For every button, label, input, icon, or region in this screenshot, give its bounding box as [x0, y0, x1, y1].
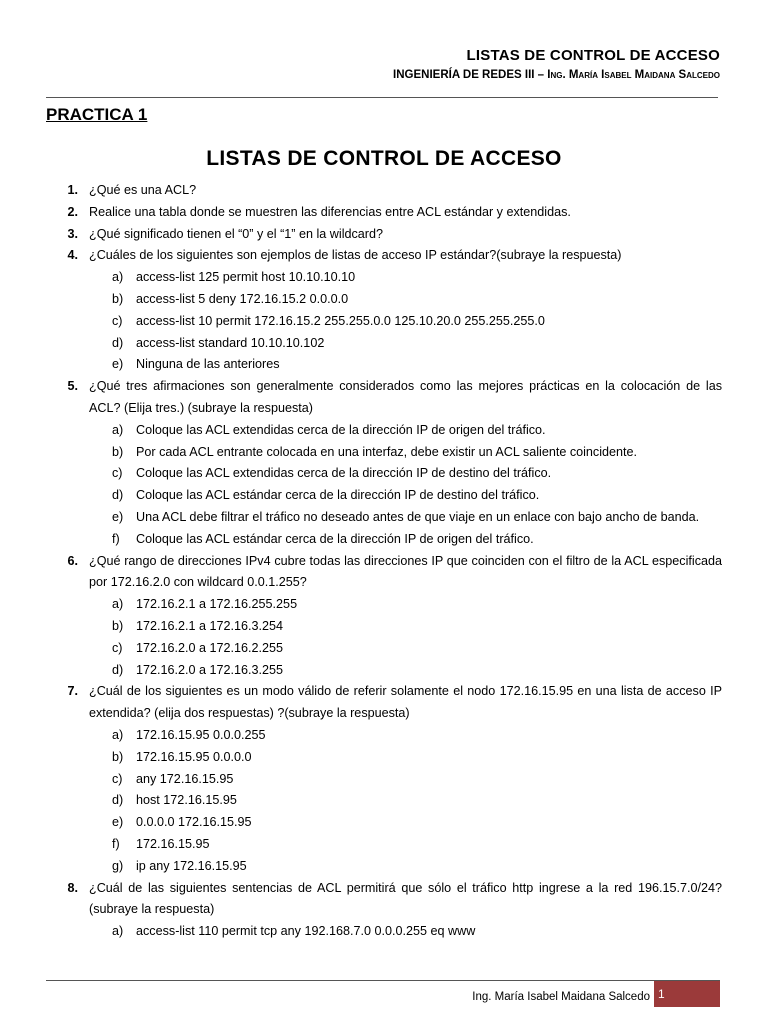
option-text: Coloque las ACL estándar cerca de la dirección IP de origen del tráfico. [136, 531, 534, 546]
option-text: Ninguna de las anteriores [136, 357, 280, 372]
answer-option [112, 442, 722, 464]
answer-options [112, 921, 722, 943]
question-item [46, 224, 722, 246]
option-text: access-list standard 10.10.10.102 [136, 335, 325, 350]
option-text: access-list 10 permit 172.16.15.2 255.255.0.0 125.10.20.0 255.255.255.0 [136, 313, 545, 328]
question-text: ¿Cuál de los siguientes es un modo válido de referir solamente el nodo 172.16.15.95 en una lista de acceso IP extendida? (elija dos respuestas) ?(subraye la respuesta) [89, 684, 722, 721]
option-letter: c) [112, 466, 123, 481]
footer-divider [46, 980, 720, 981]
answer-option [112, 420, 722, 442]
option-text: 172.16.15.95 0.0.0.0 [136, 749, 252, 764]
document-title: LISTAS DE CONTROL DE ACCESO [206, 147, 562, 170]
option-letter: c) [112, 640, 123, 655]
practice-label: PRACTICA 1 [46, 105, 148, 124]
footer-author: Ing. María Isabel Maidana Salcedo [472, 991, 650, 1003]
option-letter: a) [112, 597, 124, 612]
answer-option [112, 616, 722, 638]
answer-options [112, 594, 722, 681]
question-text: ¿Qué tres afirmaciones son generalmente considerados como las mejores prácticas en la colocación de las ACL? (Elija tres.) (subraye la respuesta) [89, 379, 722, 415]
option-letter: b) [112, 749, 124, 764]
option-letter: b) [112, 291, 124, 306]
option-letter: e) [112, 357, 124, 372]
answer-option [112, 267, 722, 289]
question-number: 7. [67, 684, 78, 699]
answer-options [112, 725, 722, 878]
option-letter: d) [112, 488, 124, 503]
question-item [46, 180, 722, 202]
question-text: Realice una tabla donde se muestren las diferencias entre ACL estándar y extendidas. [89, 204, 571, 219]
option-text: 0.0.0.0 172.16.15.95 [136, 815, 252, 830]
question-item [46, 878, 722, 922]
page-header [393, 46, 720, 84]
question-number: 5. [67, 379, 78, 394]
question-item [46, 551, 722, 595]
option-letter: c) [112, 771, 123, 786]
answer-option [112, 529, 722, 551]
answer-option [112, 354, 722, 376]
option-letter: g) [112, 858, 124, 873]
page-number-badge: 1 [654, 981, 720, 1007]
option-text: access-list 110 permit tcp any 192.168.7.0 0.0.0.255 eq www [136, 924, 476, 939]
option-text: access-list 5 deny 172.16.15.2 0.0.0.0 [136, 291, 349, 306]
answer-option [112, 747, 722, 769]
answer-option [112, 856, 722, 878]
question-number: 6. [67, 553, 78, 568]
answer-option [112, 790, 722, 812]
option-letter: b) [112, 444, 124, 459]
header-subtitle: INGENIERÍA DE REDES III – Ing. María Isabel Maidana Salcedo [393, 69, 720, 81]
option-letter: a) [112, 727, 124, 742]
question-number: 2. [67, 204, 78, 219]
option-letter: f) [112, 531, 120, 546]
option-letter: a) [112, 924, 124, 939]
answer-option [112, 812, 722, 834]
option-text: access-list 125 permit host 10.10.10.10 [136, 270, 356, 285]
option-text: Coloque las ACL extendidas cerca de la dirección IP de origen del tráfico. [136, 422, 546, 437]
answer-option [112, 769, 722, 791]
question-item [46, 376, 722, 420]
question-list [46, 180, 722, 943]
answer-option [112, 660, 722, 682]
option-text: Coloque las ACL estándar cerca de la dirección IP de destino del tráfico. [136, 488, 540, 503]
question-number: 1. [67, 183, 78, 197]
answer-option [112, 725, 722, 747]
answer-option [112, 463, 722, 485]
option-letter: d) [112, 335, 124, 350]
header-divider [46, 97, 718, 98]
question-text: ¿Qué rango de direcciones IPv4 cubre todas las direcciones IP que coinciden con el filtro de la ACL especificada por 172.16.2.0 con wildcard 0.0.1.255? [89, 553, 722, 590]
question-item [46, 681, 722, 725]
answer-option [112, 834, 722, 856]
option-text: 172.16.15.95 [136, 836, 210, 851]
option-text: host 172.16.15.95 [136, 793, 237, 808]
answer-options [112, 267, 722, 376]
answer-option [112, 921, 722, 943]
answer-option [112, 333, 722, 355]
question-text: ¿Qué es una ACL? [89, 183, 197, 197]
question-text: ¿Cuáles de los siguientes son ejemplos de listas de acceso IP estándar?(subraye la respuesta) [89, 248, 622, 263]
question-text: ¿Cuál de las siguientes sentencias de ACL permitirá que sólo el tráfico http ingrese a la red 196.15.7.0/24? (subraye la respuesta) [89, 880, 722, 917]
option-text: 172.16.2.1 a 172.16.255.255 [136, 597, 298, 612]
option-text: 172.16.2.1 a 172.16.3.254 [136, 618, 284, 633]
option-text: Una ACL debe filtrar el tráfico no deseado antes de que viaje en un enlace con bajo ancho de banda. [136, 509, 700, 524]
header-title: LISTAS DE CONTROL DE ACCESO [466, 47, 720, 64]
option-text: Por cada ACL entrante colocada en una interfaz, debe existir un ACL saliente coincidente. [136, 444, 638, 459]
question-item [46, 202, 722, 224]
option-text: 172.16.15.95 0.0.0.255 [136, 727, 266, 742]
option-text: 172.16.2.0 a 172.16.3.255 [136, 662, 284, 677]
question-number: 3. [67, 226, 78, 241]
question-item [46, 245, 722, 267]
question-text: ¿Qué significado tienen el “0” y el “1” en la wildcard? [89, 226, 383, 241]
option-text: any 172.16.15.95 [136, 771, 234, 786]
answer-option [112, 485, 722, 507]
option-letter: e) [112, 509, 124, 524]
answer-option [112, 311, 722, 333]
option-letter: d) [112, 793, 124, 808]
question-number: 8. [67, 880, 78, 895]
option-letter: d) [112, 662, 124, 677]
option-letter: c) [112, 313, 123, 328]
option-letter: f) [112, 836, 120, 851]
answer-option [112, 594, 722, 616]
option-letter: b) [112, 618, 124, 633]
option-letter: e) [112, 815, 124, 830]
answer-option [112, 638, 722, 660]
option-letter: a) [112, 422, 124, 437]
option-text: ip any 172.16.15.95 [136, 858, 247, 873]
option-text: Coloque las ACL extendidas cerca de la dirección IP de destino del tráfico. [136, 466, 552, 481]
answer-option [112, 507, 722, 529]
option-text: 172.16.2.0 a 172.16.2.255 [136, 640, 284, 655]
answer-options [112, 420, 722, 551]
answer-option [112, 289, 722, 311]
question-number: 4. [67, 248, 78, 263]
option-letter: a) [112, 270, 124, 285]
